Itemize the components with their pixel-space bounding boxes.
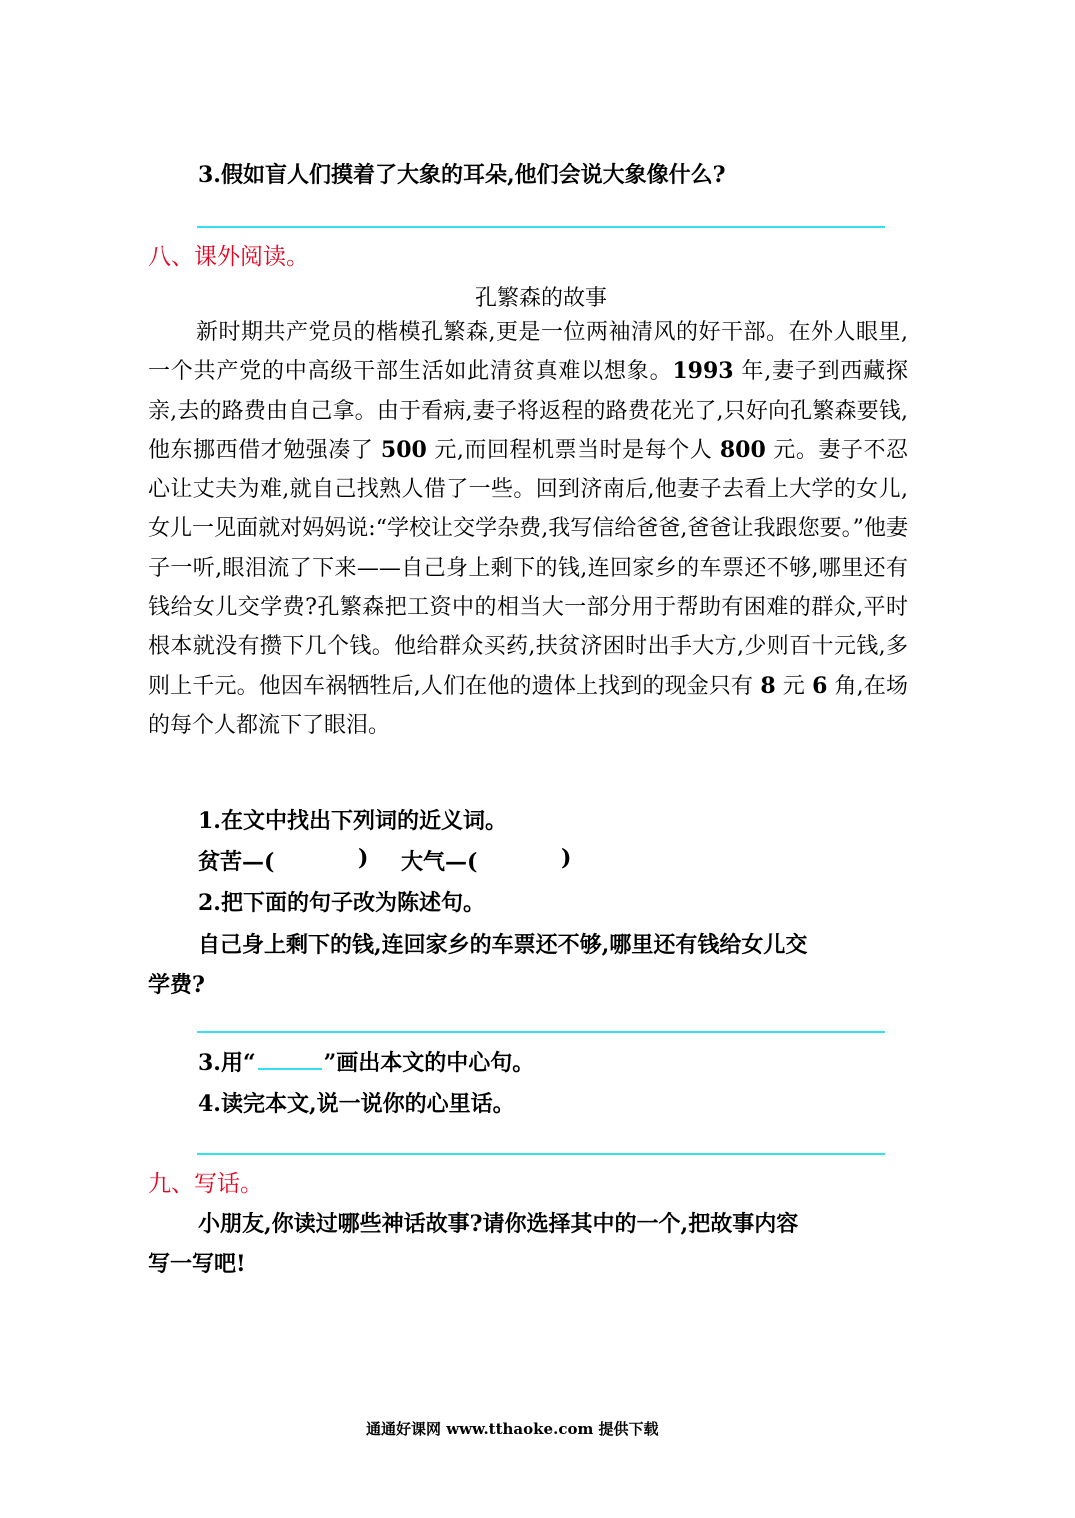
synonym-close-1: ) — [358, 845, 369, 871]
question-1: 1.在文中找出下列词的近义词。 — [198, 808, 507, 834]
synonym-item-1: 贫苦—( — [198, 849, 275, 875]
synonym-answer-blank-2[interactable] — [489, 848, 553, 872]
synonym-item-2: 大气—( — [401, 849, 478, 875]
question-2-sentence-line2: 学费? — [148, 972, 205, 998]
question-2: 2.把下面的句子改为陈述句。 — [198, 890, 485, 916]
story-number: 1993 — [672, 358, 734, 385]
story-number: 8 — [760, 672, 776, 699]
writing-prompt-line1: 小朋友,你读过哪些神话故事?请你选择其中的一个,把故事内容 — [198, 1211, 799, 1237]
story-text: 角,在场的每个人都流下了眼泪。 — [148, 673, 908, 738]
answer-line[interactable] — [197, 226, 885, 228]
story-text: 元,而回程机票当时是每个人 — [426, 437, 720, 463]
question-3-central — [198, 1046, 534, 1077]
answer-line[interactable] — [197, 1153, 885, 1155]
question-3-suffix: ”画出本文的中心句。 — [323, 1050, 535, 1076]
writing-prompt-line2: 写一写吧! — [148, 1251, 246, 1277]
synonym-close-2: ) — [561, 845, 572, 871]
story-number: 500 — [380, 436, 427, 463]
underline-sample — [258, 1050, 322, 1070]
story-text: 元 — [775, 673, 813, 699]
footer-source: 通通好课网 www.tthaoke.com 提供下载 — [366, 1420, 659, 1438]
story-number: 800 — [719, 436, 766, 463]
question-2-sentence-line1: 自己身上剩下的钱,连回家乡的车票还不够,哪里还有钱给女儿交 — [198, 932, 808, 958]
answer-line[interactable] — [197, 1031, 885, 1033]
synonym-answer-blank-1[interactable] — [286, 848, 350, 872]
section-8-heading: 八、课外阅读。 — [148, 244, 309, 270]
story-paragraph — [148, 313, 908, 745]
question-4: 4.读完本文,说一说你的心里话。 — [198, 1091, 515, 1117]
story-title: 孔繁森的故事 — [475, 286, 608, 311]
section-9-heading: 九、写话。 — [148, 1171, 263, 1197]
story-text: 年,妻子到西藏探亲,去的路费由自己拿。由于看病,妻子将返程的路费花光了,只好向孔繁森要钱,他东挪西借才勉强凑了 — [148, 359, 908, 463]
story-number: 6 — [812, 672, 828, 699]
story-text: 元。妻子不忍心让丈夫为难,就自己找熟人借了一些。回到济南后,他妻子去看上大学的女儿,女儿一见面就对妈妈说:“学校让交学杂费,我写信给爸爸,爸爸让我跟您要。”他妻子一听,眼泪流了下来——自己身上剩下的钱,连回家乡的车票还不够,哪里还有钱给女儿交学费?孔繁森把工资中的相当大一部分用于帮助有困难的群众,平时根本就没有攒下几个钱。他给群众买药,扶贫济困时出手大方,少则百十元钱,多则上千元。他因车祸牺牲后,人们在他的遗体上找到的现金只有 — [148, 437, 908, 699]
question-3-ear: 3.假如盲人们摸着了大象的耳朵,他们会说大象像什么? — [198, 162, 726, 188]
question-3-prefix: 3.用“ — [198, 1050, 256, 1076]
story-text: 新时期共产党员的楷模孔繁森,更是一位两袖清风的好干部。在外人眼里,一个共产党的中高级干部生活如此清贫真难以想象。 — [148, 320, 908, 385]
